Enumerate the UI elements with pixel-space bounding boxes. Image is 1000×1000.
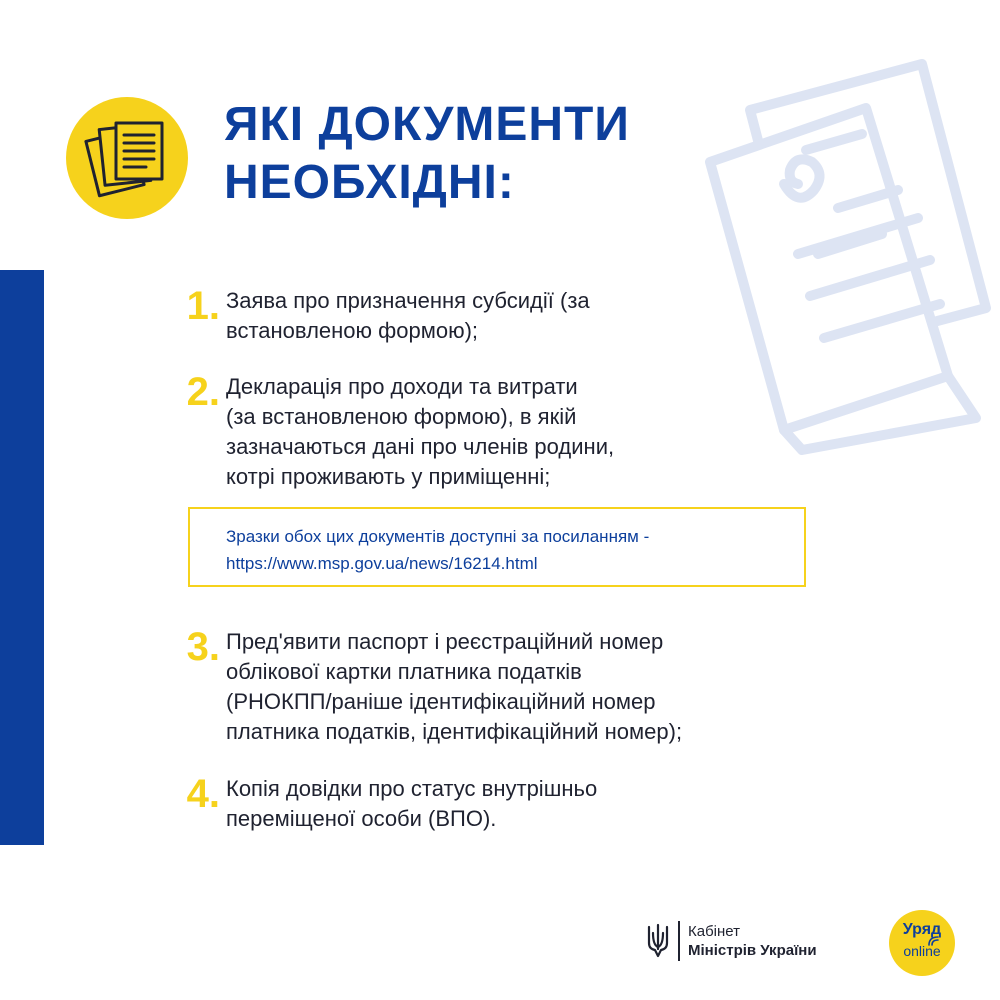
uryad-online-badge <box>889 910 955 976</box>
note-link[interactable]: https://www.msp.gov.ua/news/16214.html <box>226 554 538 573</box>
cabinet-logo <box>646 917 876 967</box>
item-line: встановленою формою); <box>226 318 479 343</box>
item-line: котрі проживають у приміщенні; <box>226 464 551 489</box>
item-number: 4. <box>186 772 220 816</box>
item-line: переміщеної особи (ВПО). <box>226 806 497 831</box>
item-line: платника податків, ідентифікаційний номер); <box>226 719 683 744</box>
item-line: (РНОКПП/раніше ідентифікаційний номер <box>226 689 656 714</box>
item-line: Пред'явити паспорт і реєстраційний номер <box>226 629 664 654</box>
trident-icon <box>646 923 670 959</box>
cabinet-line-1: Кабінет <box>688 923 741 940</box>
cabinet-line-2: Міністрів України <box>688 942 817 959</box>
cabinet-name <box>688 922 817 960</box>
item-line: (за встановленою формою), в якій <box>226 404 577 429</box>
title-line-2: НЕОБХІДНІ: <box>224 156 515 209</box>
item-number: 3. <box>186 625 220 669</box>
note-line: Зразки обох цих документів доступні за посиланням - <box>226 527 650 546</box>
item-number: 2. <box>186 370 220 414</box>
badge-bottom-text: online <box>903 943 941 959</box>
note-text <box>226 523 649 577</box>
item-line: Декларація про доходи та витрати <box>226 374 578 399</box>
item-number: 1. <box>186 284 220 328</box>
item-line: Копія довідки про статус внутрішньо <box>226 776 598 801</box>
title-line-1: ЯКІ ДОКУМЕНТИ <box>224 98 630 151</box>
footer-divider <box>678 921 680 961</box>
item-text <box>226 286 856 346</box>
item-line: зазначаються дані про членів родини, <box>226 434 615 459</box>
item-line: Заява про призначення субсидії (за <box>226 288 590 313</box>
samples-note <box>188 507 806 587</box>
item-text <box>226 774 856 834</box>
badge-top-text: Уряд <box>902 921 942 938</box>
item-text <box>226 372 856 492</box>
item-line: облікової картки платника податків <box>226 659 582 684</box>
item-text <box>226 627 856 747</box>
